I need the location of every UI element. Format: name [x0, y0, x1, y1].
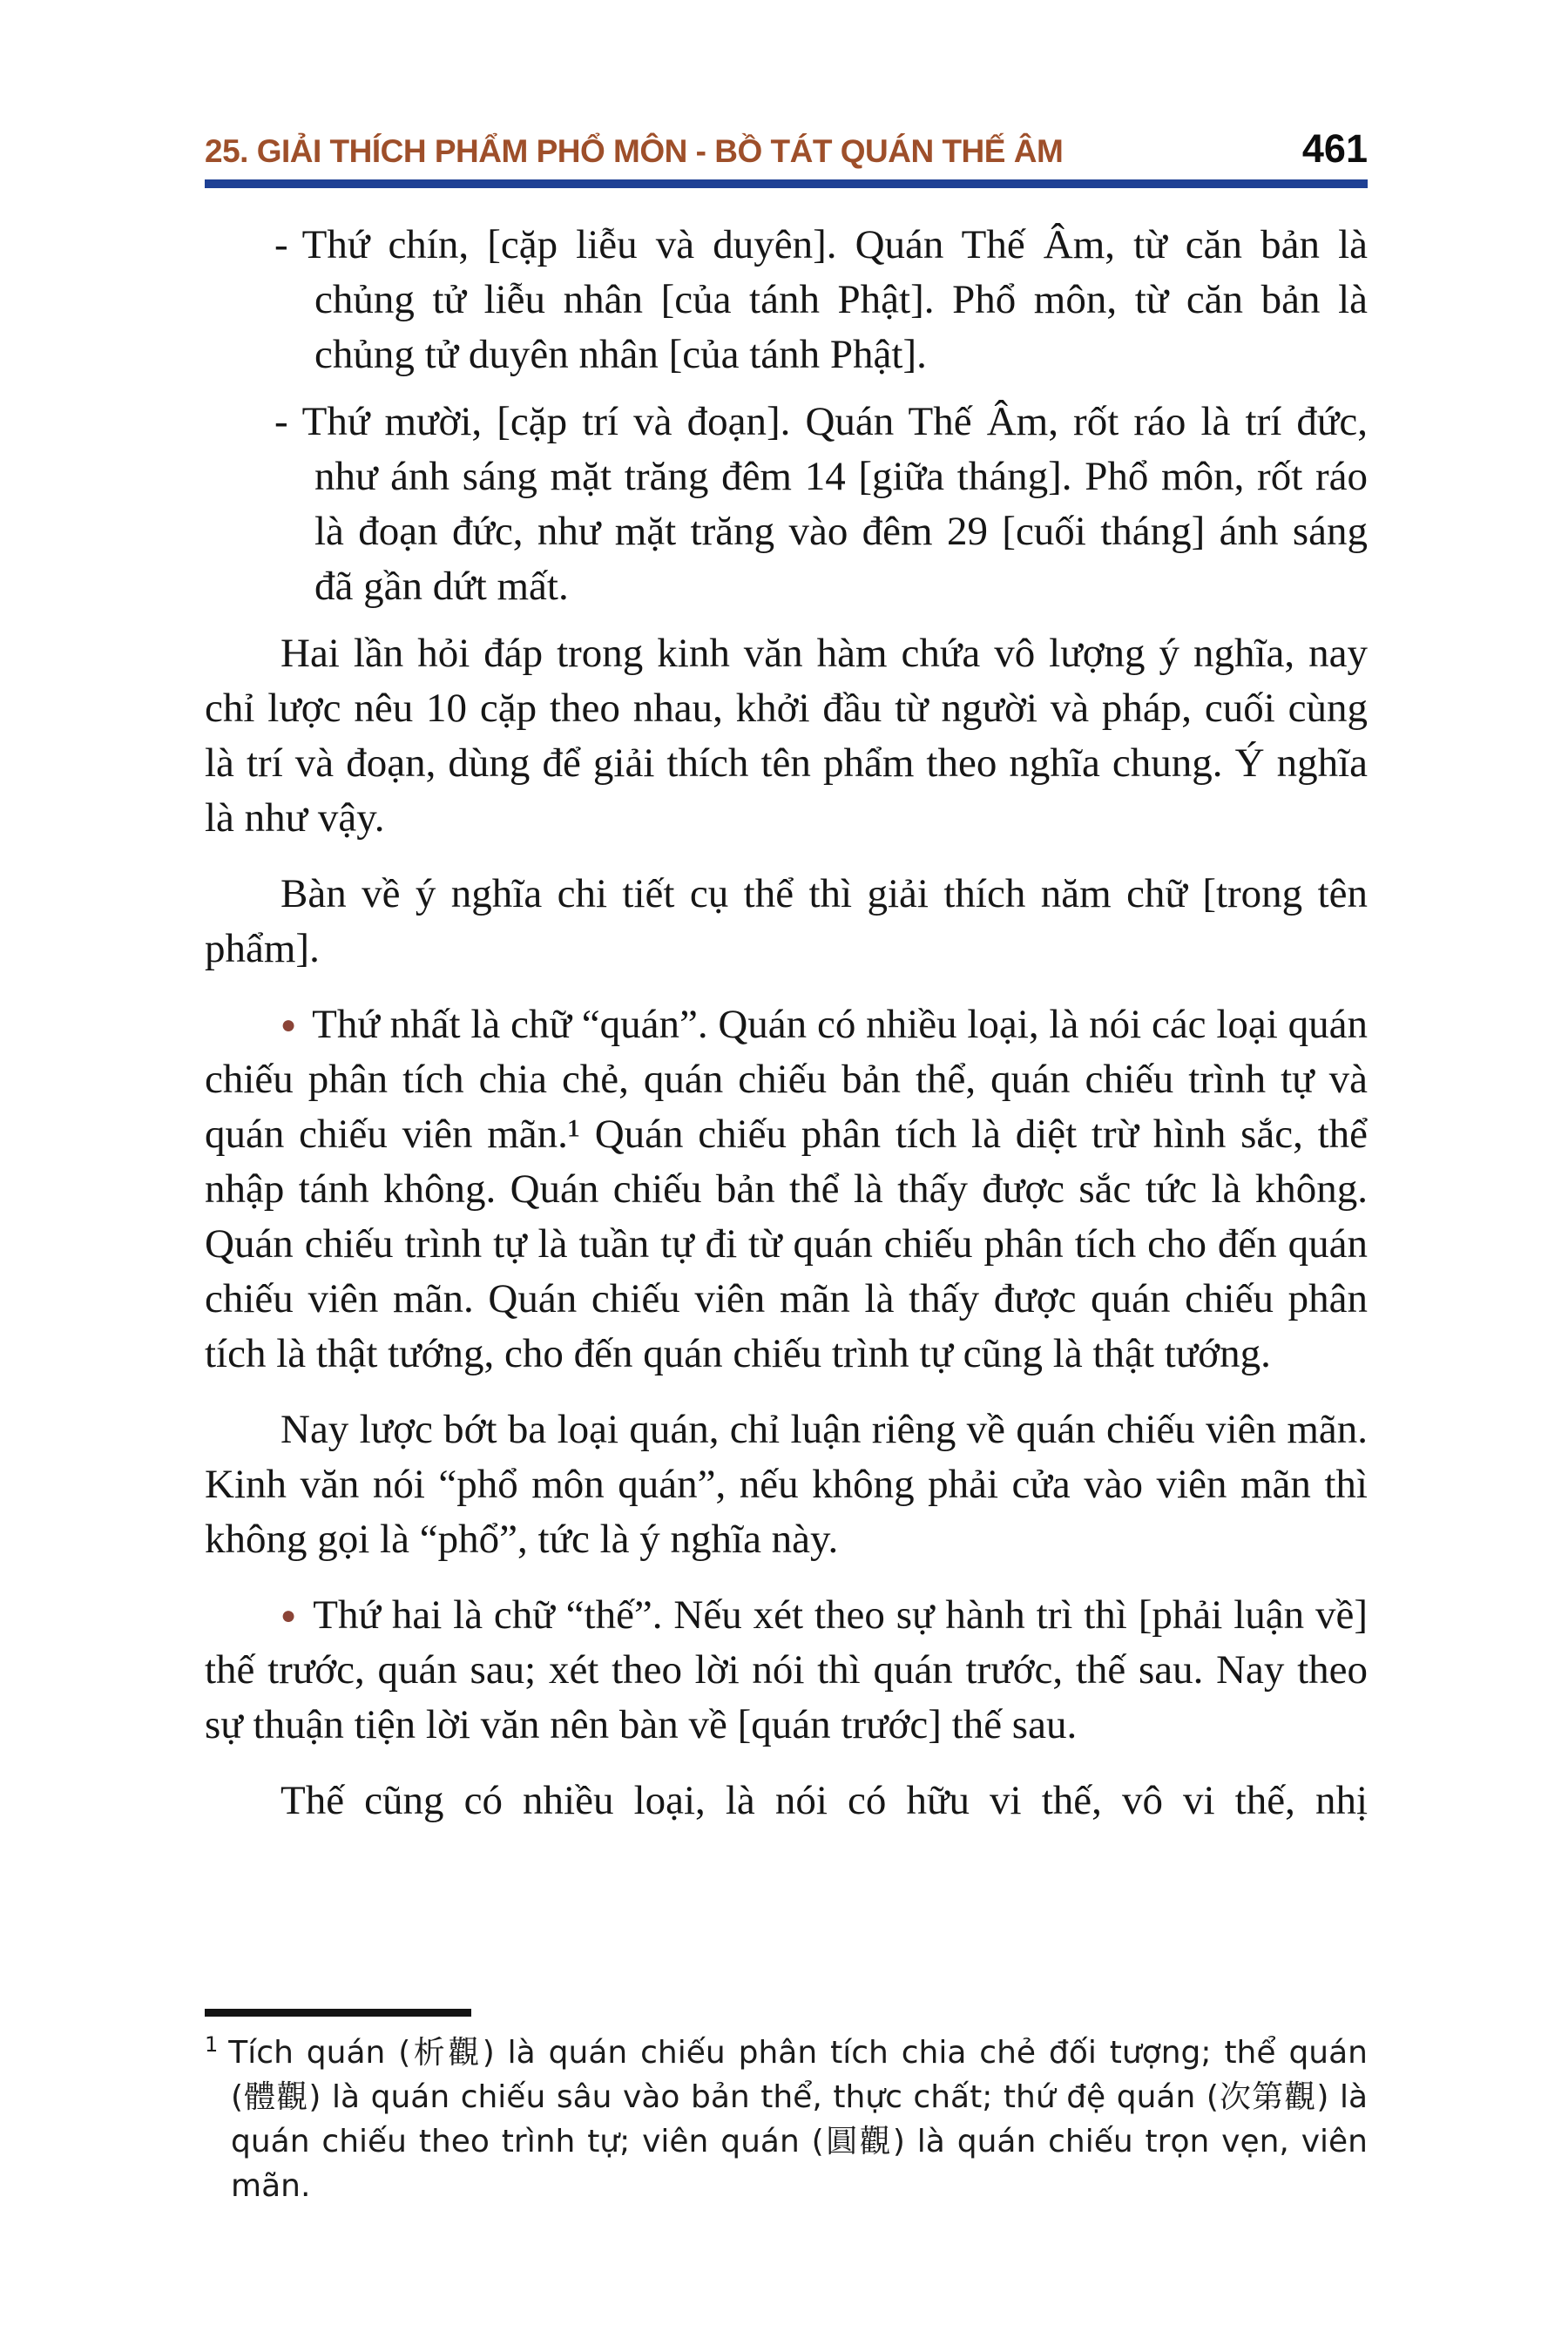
footnote-area [205, 2009, 1368, 2208]
bullet-paragraph-the [205, 1588, 1368, 1753]
list-item-text: Thứ chín, [cặp liễu và duyên]. Quán Thế Âm, từ căn bản là chủng tử liễu nhân [của tánh Phật]. Phổ môn, từ căn bản là chủng tử duyên nhân [của tánh Phật]. [301, 222, 1368, 377]
list-item-pair-10 [274, 395, 1368, 614]
list-item-pair-9 [274, 218, 1368, 382]
bullet-paragraph-text: Thứ nhất là chữ “quán”. Quán có nhiều loại, là nói các loại quán chiếu phân tích chia chẻ, quán chiếu bản thể, quán chiếu trình tự và quán chiếu viên mãn.¹ Quán chiếu phân tích là diệt trừ hình sắc, thể nhập tánh không. Quán chiếu bản thể là thấy được sắc tức là không. Quán chiếu trình tự là tuần tự đi từ quán chiếu phân tích cho đến quán chiếu viên mãn. Quán chiếu viên mãn là thấy được quán chiếu phân tích là thật tướng, cho đến quán chiếu trình tự cũng là thật tướng. [205, 1002, 1368, 1376]
footnote-marker: 1 [205, 2032, 219, 2057]
dash-marker: - [274, 399, 288, 444]
running-header [205, 126, 1368, 188]
running-header-title: 25. GIẢI THÍCH PHẨM PHỔ MÔN - BỒ TÁT QUÁN THẾ ÂM [205, 133, 1064, 169]
running-header-row [205, 126, 1368, 172]
dash-marker: - [274, 222, 288, 267]
page-number: 461 [1301, 126, 1368, 171]
paragraph-the-types: Thế cũng có nhiều loại, là nói có hữu vi thế, vô vi thế, nhị [280, 1778, 1368, 1823]
list-item-text: Thứ mười, [cặp trí và đoạn]. Quán Thế Âm, rốt ráo là trí đức, như ánh sáng mặt trăng đêm 14 [giữa tháng]. Phổ môn, rốt ráo là đoạn đức, như mặt trăng vào đêm 29 [cuối tháng] ánh sáng đã gần dứt mất. [301, 399, 1368, 609]
paragraph-summary: Hai lần hỏi đáp trong kinh văn hàm chứa vô lượng ý nghĩa, nay chỉ lược nêu 10 cặp theo nhau, khởi đầu từ người và pháp, cuối cùng là trí và đoạn, dùng để giải thích tên phẩm theo nghĩa chung. Ý nghĩa là như vậy. [205, 631, 1368, 841]
paragraph-intro-detail: Bàn về ý nghĩa chi tiết cụ thể thì giải thích năm chữ [trong tên phẩm]. [205, 871, 1368, 971]
paragraph-vien-man: Nay lược bớt ba loại quán, chỉ luận riêng về quán chiếu viên mãn. Kinh văn nói “phổ môn quán”, nếu không phải cửa vào viên mãn thì không gọi là “phổ”, tức là ý nghĩa này. [205, 1407, 1368, 1562]
header-rule [205, 179, 1368, 188]
bullet-paragraph-quan [205, 997, 1368, 1382]
footnote-rule [205, 2009, 471, 2017]
bullet-dot-icon: ● [280, 1010, 297, 1039]
page-content [205, 218, 1368, 1849]
footnote-text: Tích quán (析觀) là quán chiếu phân tích chia chẻ đối tượng; thể quán (體觀) là quán chiếu sâu vào bản thể, thực chất; thứ đệ quán (次第觀) là quán chiếu theo trình tự; viên quán (圓觀) là quán chiếu trọn vẹn, viên mãn. [228, 2035, 1368, 2204]
bullet-paragraph-text: Thứ hai là chữ “thế”. Nếu xét theo sự hành trì thì [phải luận về] thế trước, quán sau; xét theo lời nói thì quán trước, thế sau. Nay theo sự thuận tiện lời văn nên bàn về [quán trước] thế sau. [205, 1592, 1369, 1747]
bullet-dot-icon: ● [280, 1601, 298, 1630]
footnote [205, 2031, 1368, 2208]
